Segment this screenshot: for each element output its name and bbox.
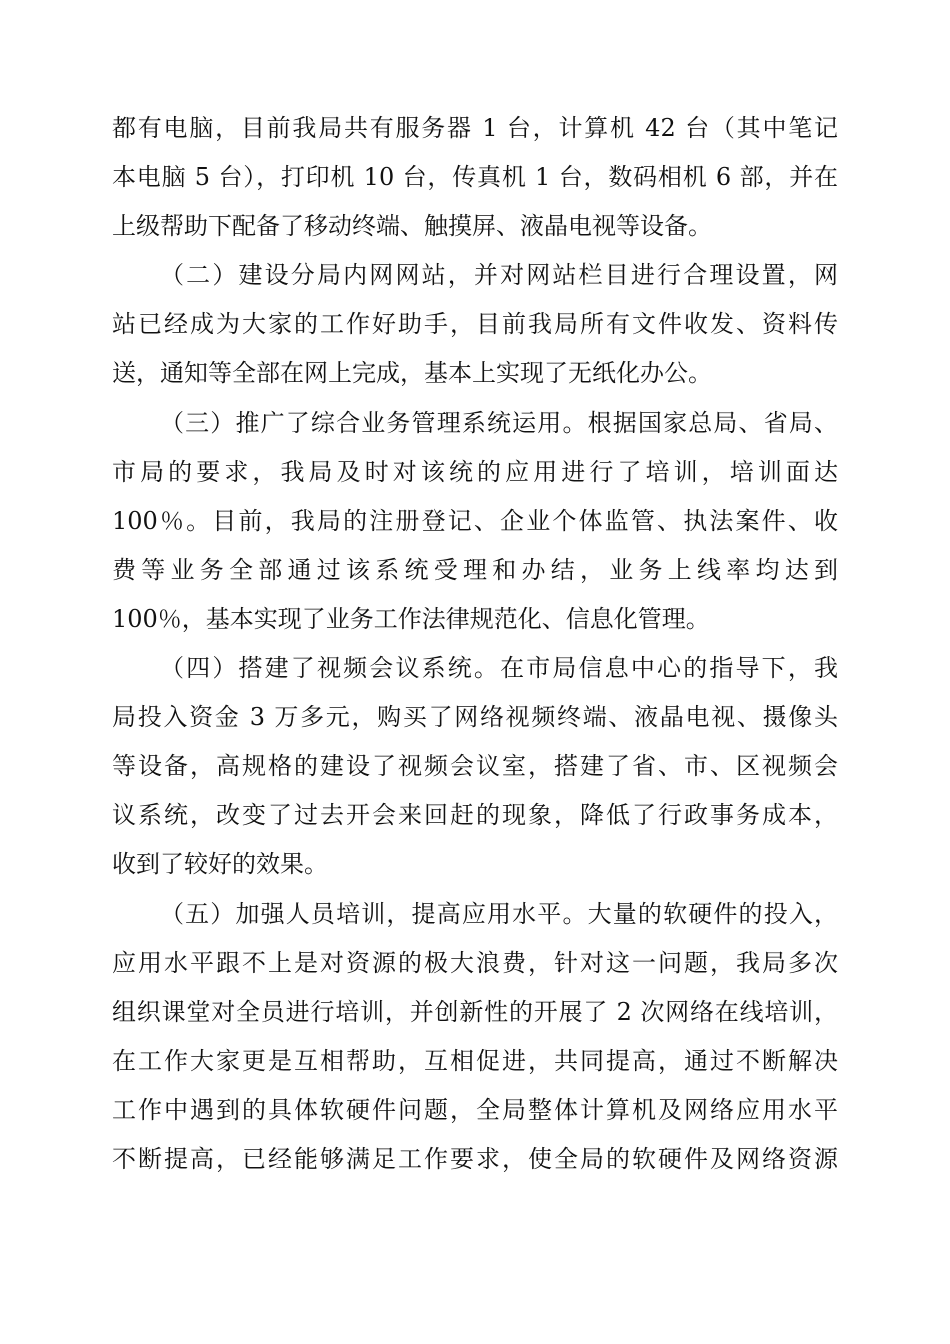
text-line: 局投入资金 3 万多元，购买了网络视频终端、液晶电视、摄像头 (112, 703, 838, 732)
text-line: 本电脑 5 台），打印机 10 台，传真机 1 台，数码相机 6 部，并在 (112, 163, 838, 192)
text-line: 上级帮助下配备了移动终端、触摸屏、液晶电视等设备。 (112, 212, 712, 241)
text-line: 收到了较好的效果。 (112, 850, 328, 879)
text-line: （三）推广了综合业务管理系统运用。根据国家总局、省局、 (160, 408, 838, 437)
text-line: 送，通知等全部在网上完成，基本上实现了无纸化办公。 (112, 359, 712, 388)
text-line: 站已经成为大家的工作好助手，目前我局所有文件收发、资料传 (112, 310, 838, 339)
text-line: 组织课堂对全员进行培训，并创新性的开展了 2 次网络在线培训， (112, 997, 838, 1026)
text-line: 市局的要求，我局及时对该统的应用进行了培训，培训面达 (112, 457, 838, 486)
text-line: 等设备，高规格的建设了视频会议室，搭建了省、市、区视频会 (112, 752, 838, 781)
text-line: 费等业务全部通过该系统受理和办结，业务上线率均达到 (112, 555, 838, 584)
text-line: 应用水平跟不上是对资源的极大浪费，针对这一问题，我局多次 (112, 948, 838, 977)
text-line: 100％。目前，我局的注册登记、企业个体监管、执法案件、收 (112, 506, 838, 535)
text-line: 都有电脑，目前我局共有服务器 1 台，计算机 42 台（其中笔记 (112, 114, 838, 142)
text-line: 工作中遇到的具体软硬件问题，全局整体计算机及网络应用水平 (112, 1095, 838, 1124)
text-line: （四）搭建了视频会议系统。在市局信息中心的指导下，我 (160, 654, 838, 683)
document-body (112, 104, 838, 1184)
text-line: （五）加强人员培训，提高应用水平。大量的软硬件的投入， (160, 899, 838, 928)
text-line: 不断提高，已经能够满足工作要求，使全局的软硬件及网络资源 (112, 1144, 838, 1173)
text-line: （二）建设分局内网网站，并对网站栏目进行合理设置，网 (160, 261, 838, 290)
text-line: 100％，基本实现了业务工作法律规范化、信息化管理。 (112, 604, 710, 633)
text-line: 在工作大家更是互相帮助，互相促进，共同提高，通过不断解决 (112, 1046, 838, 1075)
text-line: 议系统，改变了过去开会来回赶的现象，降低了行政事务成本， (112, 801, 838, 830)
